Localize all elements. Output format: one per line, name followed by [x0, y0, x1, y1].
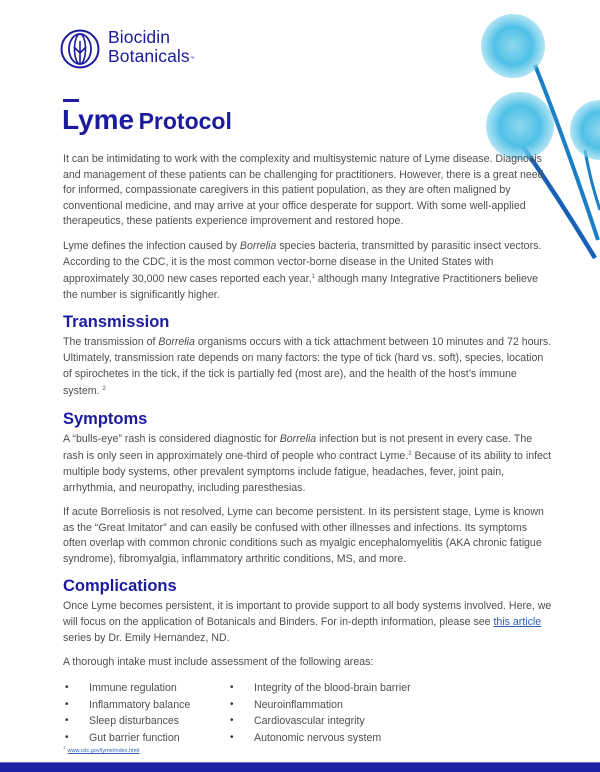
list-item-text: Integrity of the blood-brain barrier: [254, 681, 411, 694]
text-run: species bacteria, transmitted by parasitic insect vectors. According to the CDC, it is the most common vector-borne disease in the United States with approximately 30,000 new cases reported each year,: [63, 239, 542, 286]
footnote-ref: 1: [311, 274, 315, 281]
list-item-text: Gut barrier function: [89, 732, 180, 745]
text-run: series by Dr. Emily Hernandez, ND.: [63, 631, 230, 644]
complications-paragraph-2: A thorough intake must include assessment of the following areas:: [63, 656, 374, 669]
list-item: [228, 697, 411, 714]
list-item-text: Immune regulation: [89, 681, 177, 694]
bullet-icon: •: [65, 732, 69, 744]
text-run: organisms occurs with a tick attachment between 10 minutes and 72 hours. Ultimately, transmission rate depends on many factors: the type of tick (hard vs. soft), species, location of spirochetes in the tick, if the tick is partially fed (most are), and the health of the host’s immune system.: [63, 336, 552, 398]
title-accent-bar: [63, 99, 79, 102]
list-item-text: Sleep disturbances: [89, 715, 180, 728]
list-item-text: Inflammatory balance: [89, 698, 191, 711]
text-run: A “bulls-eye” rash is considered diagnostic for: [63, 432, 280, 445]
text-run: infection but is not present in every case. The rash is only seen in approximately one-third of people who contract Lyme.: [63, 432, 533, 463]
assessment-list-column-1: [63, 680, 228, 747]
transmission-paragraph: [63, 335, 553, 399]
bullet-icon: •: [230, 698, 234, 710]
brand-name-line2: Botanicals: [108, 46, 190, 66]
footnote: [63, 745, 139, 754]
trademark-mark: ™: [189, 56, 195, 62]
assessment-areas-list: [63, 680, 553, 747]
bullet-icon: •: [65, 698, 69, 710]
complications-paragraph-1: [63, 599, 553, 646]
italic-term: Borrelia: [239, 239, 277, 252]
title-word-protocol: Protocol: [138, 108, 232, 134]
list-item-text: Neuroinflammation: [254, 698, 343, 711]
list-item: [228, 730, 411, 747]
list-item: [63, 713, 228, 730]
list-item: [63, 680, 228, 697]
assessment-list-column-2: [228, 680, 411, 747]
symptoms-paragraph-2: If acute Borreliosis is not resolved, Lyme can become persistent. In its persistent stage, Lyme is known as the “Great Imitator” and can easily be confused with other illnesses and infections. Its symptoms often overlap with common chronic conditions such as myalgic encephalomyelitis (AKA chronic fatigue syndrome), fibromyalgia, inflammatory arthritic conditions, MS, and more.: [63, 506, 544, 565]
footnote-ref: 2: [408, 451, 412, 458]
symptoms-paragraph-1: [63, 432, 553, 496]
bullet-icon: •: [65, 715, 69, 727]
brand-name-line1: Biocidin: [108, 27, 171, 47]
list-item-text: Cardiovascular integrity: [254, 715, 365, 728]
flower-head: [481, 14, 545, 78]
intro-paragraph-2: [63, 239, 553, 303]
text-run: Lyme defines the infection caused by: [63, 239, 240, 252]
list-item: [228, 680, 411, 697]
italic-term: Borrelia: [158, 336, 195, 349]
list-item: [63, 697, 228, 714]
brand-logo: [60, 28, 195, 69]
list-item: [228, 713, 411, 730]
section-heading-transmission: Transmission: [63, 313, 170, 332]
list-item-text: Autonomic nervous system: [254, 732, 382, 745]
footnote-url-link[interactable]: www.cdc.gov/lyme/index.html: [67, 747, 140, 754]
text-run: Because of its ability to infect multiple body systems, other prevalent symptoms include fatigue, headaches, fever, joint pain, arrhythmia, and neuropathy, including paresthesias.: [63, 450, 552, 494]
section-heading-symptoms: Symptoms: [63, 409, 148, 428]
footnote-ref: 2: [102, 386, 106, 393]
text-run: The transmission of: [63, 336, 159, 349]
bullet-icon: •: [230, 681, 234, 693]
flower-head: [486, 92, 554, 160]
bullet-icon: •: [230, 715, 234, 727]
italic-term: Borrelia: [279, 432, 317, 445]
brand-name: [108, 28, 195, 69]
text-run: although many Integrative Practitioners believe the number is significantly higher.: [63, 273, 539, 301]
footer-color-band: [0, 762, 600, 772]
text-run: Once Lyme becomes persistent, it is important to provide support to all body systems involved. Here, we will focus on the application of Botanicals and Binders. For in-depth information, please see: [63, 600, 552, 629]
section-heading-complications: Complications: [63, 577, 177, 596]
title-word-lyme: Lyme: [62, 104, 135, 135]
this-article-link[interactable]: this article: [493, 616, 542, 629]
document-body: [63, 152, 553, 747]
bullet-icon: •: [65, 681, 69, 693]
footnote-number: 1: [63, 745, 66, 750]
page-title: [62, 104, 232, 136]
biocidin-leaf-globe-icon: [60, 29, 100, 69]
intro-paragraph-1: It can be intimidating to work with the complexity and multisystemic nature of Lyme disease. Diagnosis and management of these patients can be challenging for practitioners. However, there is a great need for informed, compassionate caregivers in this patient population, as they are often maligned by conventional medicine, and may arrive at your office desperate for support. With some well-applied therapeutics, these patients experience improvement and restored hope.: [63, 153, 544, 228]
flower-head: [570, 100, 600, 160]
bullet-icon: •: [230, 732, 234, 744]
